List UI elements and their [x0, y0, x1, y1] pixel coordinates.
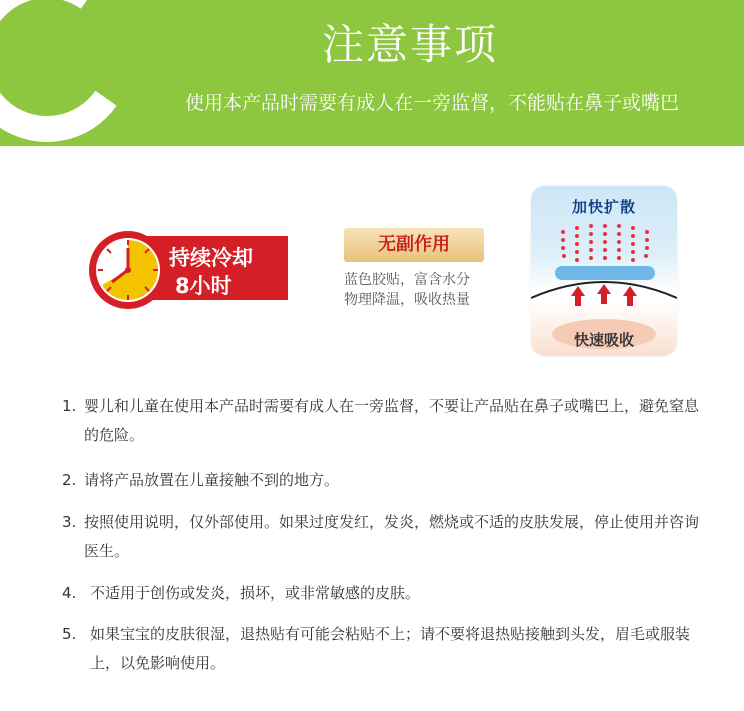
no-side-effect-badge: 无副作用 — [344, 228, 484, 262]
cooling-badge-line2: 8小时 — [175, 274, 232, 298]
list-item — [62, 620, 702, 678]
list-item-text: 请将产品放置在儿童接触不到的地方。 — [84, 471, 340, 489]
list-item-text: 婴儿和儿童在使用本产品时需要有成人在一旁监督，不要让产品贴在鼻子或嘴巴上，避免窒息的危险。 — [84, 397, 700, 444]
feature-no-side-effect — [338, 228, 498, 318]
c-logo-bar — [0, 116, 64, 126]
cooling-badge-line1: 持续冷却 — [169, 246, 253, 270]
list-item-text: 如果宝宝的皮肤很湿，退热贴有可能会粘贴不上；请不要将退热贴接触到头发，眉毛或服装上，以免影响使用。 — [90, 625, 691, 672]
list-item — [62, 466, 702, 495]
list-item — [62, 392, 702, 450]
list-item-number: 1. — [62, 397, 77, 415]
list-item — [62, 579, 702, 608]
clock-icon — [86, 228, 170, 312]
list-item-number: 3. — [62, 513, 77, 531]
diagram-bottom-label: 快速吸收 — [573, 331, 634, 349]
no-side-effect-line1: 蓝色胶贴，富含水分 — [344, 272, 470, 288]
list-item-text: 不适用于创伤或发炎，损坏，或非常敏感的皮肤。 — [90, 584, 421, 602]
diagram-top-label: 加快扩散 — [571, 198, 636, 216]
no-side-effect-desc — [344, 270, 498, 310]
list-item-text: 按照使用说明，仅外部使用。如果过度发红，发炎，燃烧或不适的皮肤发展，停止使用并咨询医生。 — [84, 513, 700, 560]
list-item-number: 2. — [62, 471, 77, 489]
no-side-effect-line2: 物理降温，吸收热量 — [344, 292, 470, 308]
list-item-number: 5. — [62, 625, 77, 643]
feature-cooling-8h — [86, 228, 286, 312]
list-item — [62, 508, 702, 566]
page-subtitle: 使用本产品时需要有成人在一旁监督，不能贴在鼻子或嘴巴 — [185, 92, 680, 114]
page-title: 注意事项 — [321, 20, 498, 69]
diffusion-diagram — [531, 186, 677, 356]
header-banner — [0, 0, 744, 146]
list-item-number: 4. — [62, 584, 77, 602]
